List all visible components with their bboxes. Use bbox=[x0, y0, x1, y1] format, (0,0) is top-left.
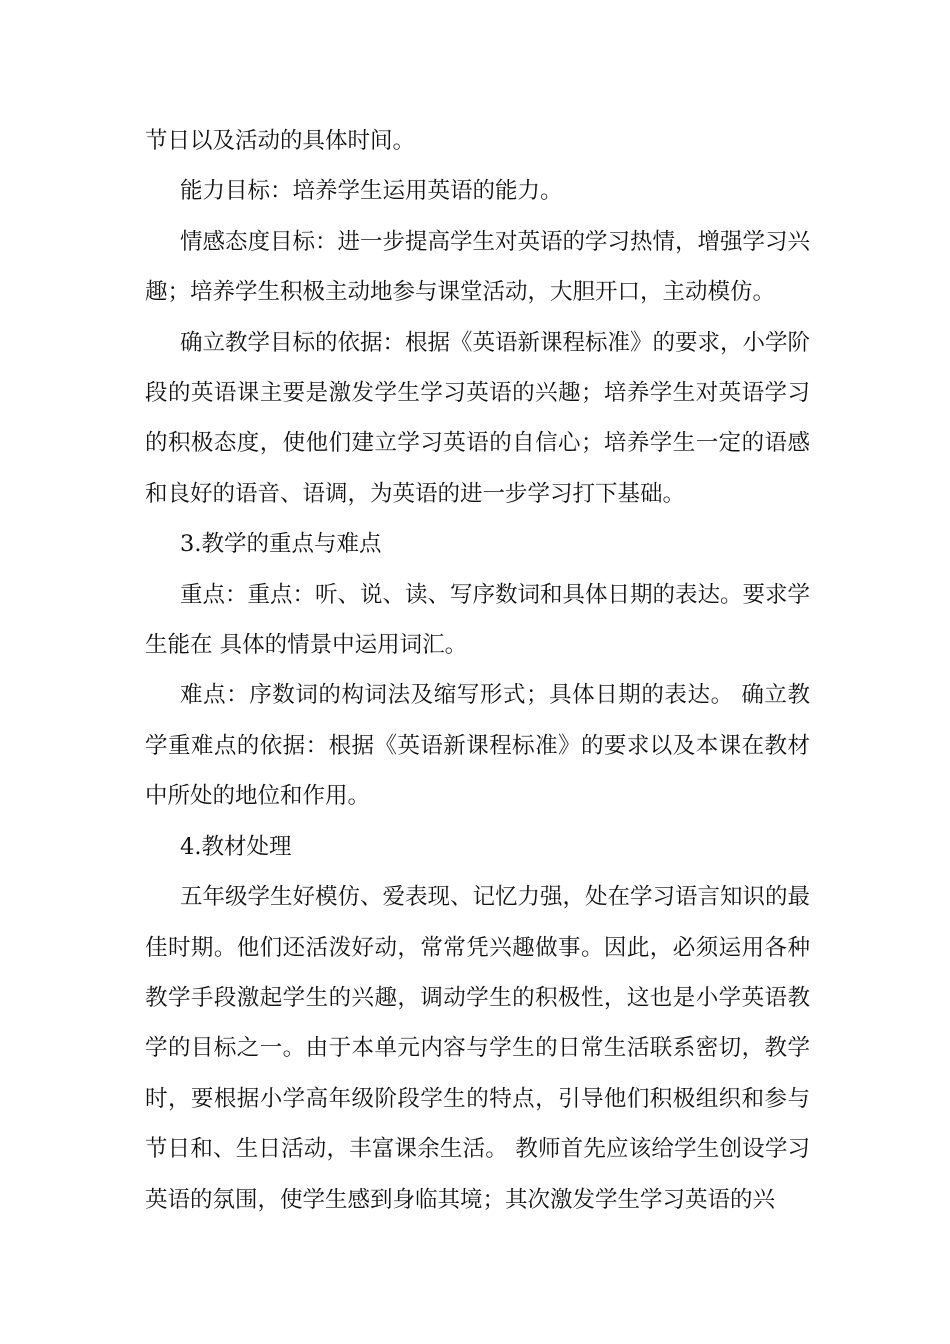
section-heading-material-handling: 4.教材处理 bbox=[180, 833, 292, 860]
paragraph-festival-time: 节日以及活动的具体时间。 bbox=[145, 128, 416, 154]
paragraph-material-handling: 五年级学生好模仿、爱表现、记忆力强，处在学习语言知识的最佳时期。他们还活泼好动，常常凭兴趣做事。因此，必须运用各种教学手段激起学生的兴趣，调动学生的积极性，这也是小学英语教学的目标之一。由于本单元内容与学生的日常生活联系密切，教学时，要根据小学高年级阶段学生的特点，引导他们积极组织和参与节日和、生日活动，丰富课余生活。 教师首先应该给学生创设学习英语的氛围，使学生感到身临其境；其次激发学生学习英语的兴 bbox=[145, 884, 811, 1213]
paragraph-emotion-goal: 情感态度目标：进一步提高学生对英语的学习热情，增强学习兴趣；培养学生积极主动地参与课堂活动，大胆开口，主动模仿。 bbox=[145, 228, 811, 306]
paragraph-difficult-points: 难点：序数词的构词法及缩写形式；具体日期的表达。 确立教学重难点的依据：根据《英语新课程标准》的要求以及本课在教材中所处的地位和作用。 bbox=[145, 682, 810, 810]
paragraph-goal-basis: 确立教学目标的依据：根据《英语新课程标准》的要求，小学阶段的英语课主要是激发学生学习英语的兴趣；培养学生对英语学习的积极态度，使他们建立学习英语的自信心；培养学生一定的语感和良好的语音、语调，为英语的进一步学习打下基础。 bbox=[145, 329, 811, 507]
section-heading-key-points: 3.教学的重点与难点 bbox=[180, 531, 382, 558]
paragraph-key-points: 重点：重点：听、说、读、写序数词和具体日期的表达。要求学生能在 具体的情景中运用词汇。 bbox=[145, 581, 811, 659]
paragraph-ability-goal: 能力目标：培养学生运用英语的能力。 bbox=[180, 178, 563, 205]
body-text bbox=[145, 116, 810, 1225]
